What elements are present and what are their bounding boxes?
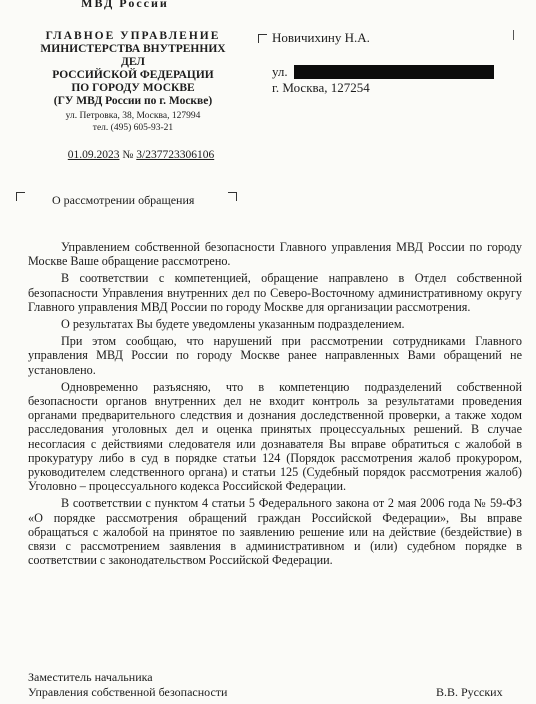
org-line: ГЛАВНОЕ УПРАВЛЕНИЕ [45,30,221,42]
address-line: ул. Петровка, 38, Москва, 127994 [65,111,201,121]
redaction-bar [294,65,494,79]
recipient-name: Новичихину Н.А. [272,30,370,45]
registration-line [46,149,236,161]
body-paragraph: В соответствии с компетенцией, обращение направлено в Отдел собственной безопасности Управления внутренних дел по Северо-Восточному административному округу Главного управления МВД России по городу Москве для организации рассмотрения. [28,271,522,314]
body-paragraph: О результатах Вы будете уведомлены указанным подразделением. [61,317,405,332]
phone-line: тел. (495) 605-93-21 [92,123,174,133]
recipient-city: г. Москва, 127254 [272,80,370,95]
organization-address [28,110,238,134]
recipient-corner-left [258,34,267,43]
subject-corner-right [228,192,237,201]
signatory-name: В.В. Русских [436,685,503,699]
body-paragraph: В соответствии с пунктом 4 статьи 5 Федерального закона от 2 мая 2006 года № 59-ФЗ «О порядке рассмотрения обращений граждан Российской Федерации», Вы вправе обращаться с жалобой на принятое по заявлению решение или на действие (бездействие) в связи с рассмотрением заявления в административном и (или) судебном порядке в соответствии с законодательством Российской Федерации. [28,496,522,568]
organization-name [28,30,238,108]
body-paragraph: При этом сообщаю, что нарушений при рассмотрении сотрудниками Главного управления МВД России по городу Москве ранее направленных Вами обращений не установлено. [28,334,522,377]
signatory-title-line: Управления собственной безопасности [28,685,228,699]
subject-corner-left [16,192,25,201]
street-prefix: ул. [272,64,288,79]
signatory-title [28,670,227,700]
recipient-block [272,30,494,96]
signatory-title-line: Заместитель начальника [28,670,153,684]
body-paragraph: Одновременно разъясняю, что в компетенцию подразделений собственной безопасности органов внутренних дел не входит контроль за результатами проведения органами предварительного следствия и дознания доследственной проверки, а также ходом расследования уголовных дел и оценка принятых процессуальных решений. В случае несогласия с действиями следователя или дознавателя Вы вправе обратиться с жалобой в прокуратуру либо в суд в порядке статьи 124 (Порядок рассмотрения жалоб прокурором, руководителем следственного органа) и статьи 125 (Судебный порядок рассмотрения жалоб) Уголовно – процессуального кодекса Российской Федерации. [28,379,522,494]
document-number: 3/237723306106 [136,149,215,161]
ministry-header: МВД России [81,0,169,10]
subject-line: О рассмотрении обращения [52,193,195,207]
document-date: 01.09.2023 [67,149,120,161]
letter-body [28,240,522,567]
number-sign: № [122,149,134,161]
body-paragraph: Управлением собственной безопасности Главного управления МВД России по городу Москве Ваше обращение рассмотрено. [28,240,522,269]
org-line: (ГУ МВД России по г. Москве) [53,95,213,107]
org-line: МИНИСТЕРСТВА ВНУТРЕННИХ ДЕЛ [40,43,226,68]
recipient-corner-right [513,30,514,40]
org-line: РОССИЙСКОЙ ФЕДЕРАЦИИ [52,69,214,81]
recipient-street [272,64,494,80]
org-line: ПО ГОРОДУ МОСКВЕ [71,82,195,94]
